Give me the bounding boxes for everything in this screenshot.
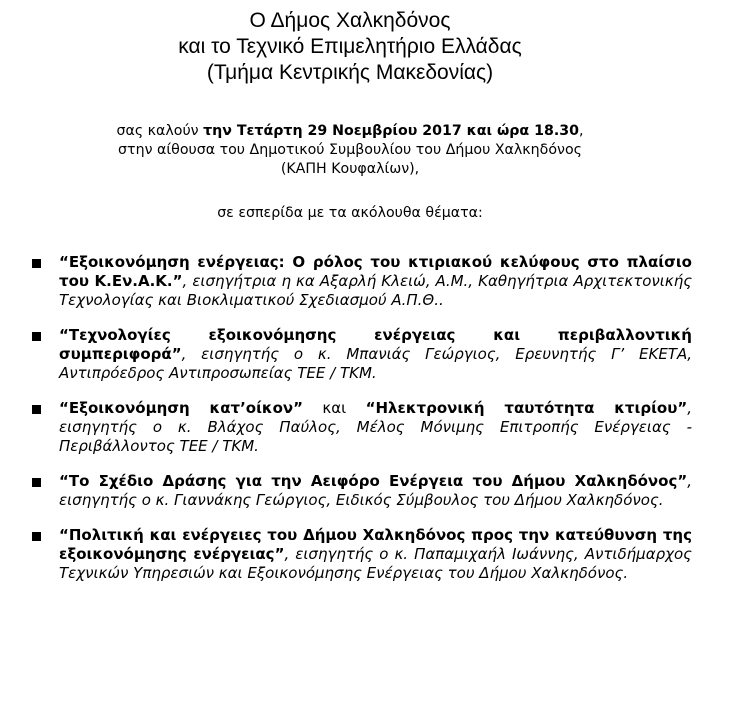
topic-item xyxy=(32,526,692,583)
topic-title: “Εξοικονόμηση κατ’οίκον” xyxy=(59,399,303,417)
topic-speaker: , εισηγητής ο κ. Παπαμιχαήλ Ιωάννης, Αντιδήμαρχος Τεχνικών Υπηρεσιών και Εξοικονόμησης Ενέργειας του Δήμου Χαλκηδόνος. xyxy=(59,545,692,582)
topic-item xyxy=(32,326,692,383)
topic-connector: και xyxy=(302,399,366,417)
topic-item xyxy=(32,399,692,456)
organizers-header xyxy=(0,8,700,86)
topic-title-second: “Ηλεκτρονική ταυτότητα κτιρίου” xyxy=(365,399,688,417)
header-line-municipality: Ο Δήμος Χαλκηδόνος xyxy=(249,9,451,32)
topic-title: “Εξοικονόμηση ενέργειας: Ο ρόλος του κτιριακού κελύφους στο πλαίσιο του Κ.Εν.Α.Κ.” xyxy=(59,253,692,290)
topics-list xyxy=(32,253,692,599)
square-bullet-icon xyxy=(32,405,41,414)
topic-speaker: , εισηγητής ο κ. Μπανιάς Γεώργιος, Ερευνητής Γ’ ΕΚΕΤΑ, Αντιπρόεδρος Αντιπροσωπείας ΤΕΕ / ΤΚΜ. xyxy=(59,345,692,382)
square-bullet-icon xyxy=(32,332,41,341)
square-bullet-icon xyxy=(32,259,41,268)
topic-title: “Το Σχέδιο Δράσης για την Αειφόρο Ενέργεια του Δήμου Χαλκηδόνος” xyxy=(59,472,688,490)
topic-speaker: , εισηγητής ο κ. Βλάχος Παύλος, Μέλος Μόνιμης Επιτροπής Ενέργειας - Περιβάλλοντος ΤΕΕ / ΤΚΜ. xyxy=(59,399,692,455)
square-bullet-icon xyxy=(32,478,41,487)
topic-item xyxy=(32,472,692,510)
header-line-chamber: και το Τεχνικό Επιμελητήριο Ελλάδας xyxy=(178,35,522,58)
topic-speaker: , εισηγητής ο κ. Γιαννάκης Γεώργιος, Ειδικός Σύμβουλος του Δήμου Χαλκηδόνος. xyxy=(59,472,692,509)
invitation-details xyxy=(0,122,700,179)
topic-speaker: , εισηγήτρια η κα Αξαρλή Κλειώ, Α.Μ., Καθηγήτρια Αρχιτεκτονικής Τεχνολογίας και Βιοκλιματικού Σχεδιασμού Α.Π.Θ.. xyxy=(59,272,693,309)
header-line-department: (Τμήμα Κεντρικής Μακεδονίας) xyxy=(206,61,494,84)
square-bullet-icon xyxy=(32,532,41,541)
topics-intro: σε εσπερίδα με τα ακόλουθα θέματα: xyxy=(217,205,483,221)
event-venue-detail: (ΚΑΠΗ Κουφαλίων), xyxy=(280,161,420,177)
event-datetime: την Τετάρτη 29 Νοεμβρίου 2017 και ώρα 18.30 xyxy=(203,123,579,139)
topic-item xyxy=(32,253,692,310)
invitation-suffix: , xyxy=(579,123,584,139)
invitation-date-line xyxy=(0,122,700,141)
topic-title: “Πολιτική και ενέργειες του Δήμου Χαλκηδόνος προς την κατεύθυνση της εξοικονόμησης ενέργειας” xyxy=(59,526,692,563)
invitation-prefix: σας καλούν xyxy=(116,123,204,139)
event-venue: στην αίθουσα του Δημοτικού Συμβουλίου του Δήμου Χαλκηδόνος xyxy=(118,142,582,158)
topic-title: “Τεχνολογίες εξοικονόμησης ενέργειας και περιβαλλοντική συμπεριφορά” xyxy=(59,326,692,363)
